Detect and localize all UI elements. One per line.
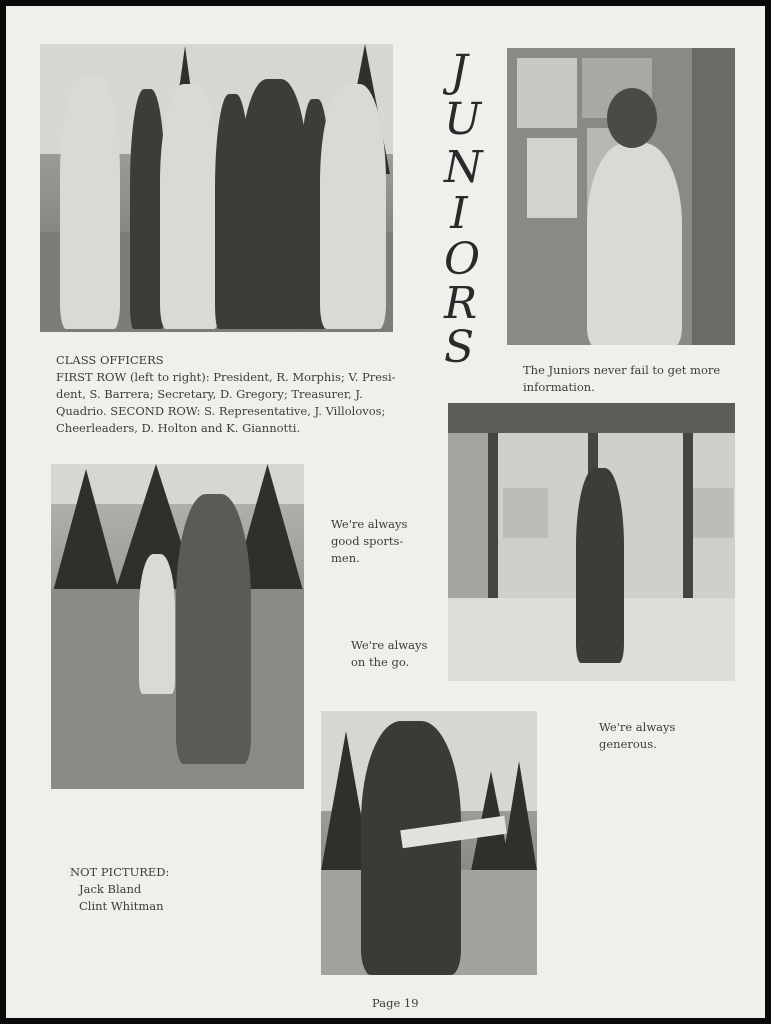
class-officers-line: Quadrio. SECOND ROW: S. Representative, J. Villolovos; [56,404,386,418]
title-letter-n: N [444,142,483,193]
information-caption-line: The Juniors never fail to get more [523,363,721,377]
generous-caption-line: We're always [599,720,676,734]
sportsmen-caption [331,516,441,567]
generous-caption-line: generous. [599,737,657,751]
class-officers-line: Cheerleaders, D. Holton and K. Giannotti. [56,421,301,435]
class-officers-caption [56,352,396,437]
girl-with-book-photo [321,711,537,975]
not-pictured-name: Clint Whitman [79,899,164,913]
bulletin-board-photo [507,48,735,345]
class-officers-line: FIRST ROW (left to right): President, R. Morphis; V. Presi- [56,370,396,384]
title-letter-u: U [444,94,482,145]
not-pictured-name: Jack Bland [79,882,142,896]
title-letter-o: O [444,234,481,285]
title-letter-r: R [444,278,478,329]
sportsmen-caption-line: We're always [331,517,408,531]
not-pictured-heading: NOT PICTURED: [70,865,170,879]
information-caption-line: information. [523,380,595,394]
on-the-go-caption-line: We're always [351,638,428,652]
title-letter-s: S [444,322,475,373]
generous-caption [599,719,709,753]
on-the-go-caption-line: on the go. [351,655,410,669]
information-caption [523,362,743,396]
yearbook-page [6,6,765,1018]
page-number: Page 19 [372,996,419,1010]
sportsmen-caption-line: men. [331,551,360,565]
building-walk-photo [448,403,735,681]
title-letter-j: J [450,46,468,97]
class-officers-line: dent, S. Barrera; Secretary, D. Gregory; Treasurer, J. [56,387,363,401]
title-letter-i: I [450,188,468,239]
class-officers-heading: CLASS OFFICERS [56,353,164,367]
on-the-go-caption [351,637,461,671]
class-officers-photo [40,44,393,332]
field-girl-photo [51,464,304,789]
sportsmen-caption-line: good sports- [331,534,404,548]
not-pictured-caption [70,864,250,915]
